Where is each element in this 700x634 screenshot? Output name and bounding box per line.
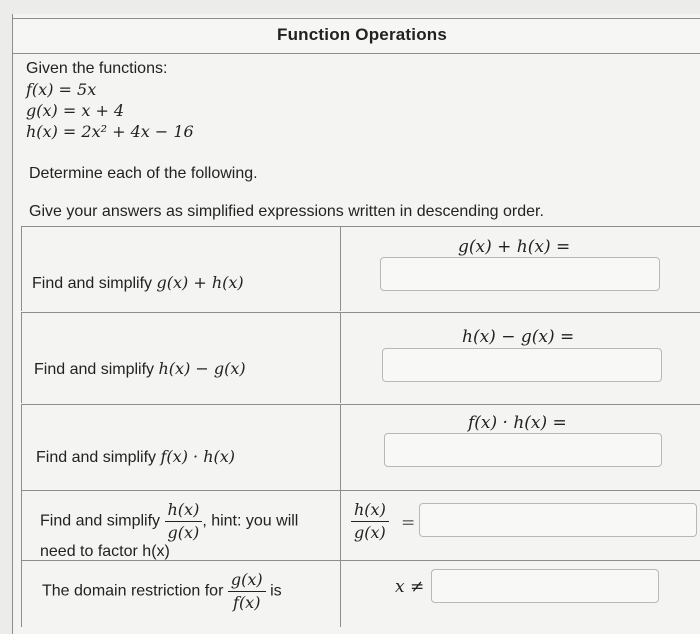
answer-input-product[interactable] — [384, 433, 662, 467]
prompt-product: Find and simplify f(x) · h(x) — [36, 447, 235, 466]
answer-input-difference[interactable] — [382, 348, 662, 382]
problem-row-difference — [21, 312, 700, 403]
title-row — [13, 18, 700, 54]
answer-input-quotient[interactable] — [419, 503, 697, 537]
answer-label-sum: g(x) + h(x) = — [458, 237, 571, 257]
function-h: h(x) = 2x² + 4x − 16 — [26, 122, 194, 141]
function-g: g(x) = x + 4 — [26, 101, 125, 120]
worksheet-page — [12, 14, 700, 634]
problem-cell-left — [21, 227, 341, 311]
answer-input-domain[interactable] — [431, 569, 659, 603]
problem-row-product — [21, 404, 700, 491]
prompt-domain: The domain restriction for $\frac{g(x)}{f(x)}$ is — [42, 570, 282, 612]
answer-label-domain: x ≠ — [395, 577, 425, 597]
page-title: Function Operations — [277, 25, 448, 44]
answer-label-product: f(x) · h(x) = — [468, 413, 567, 433]
prompt-sum: Find and simplify g(x) + h(x) — [32, 273, 244, 292]
problem-cell-left — [21, 405, 341, 491]
domain-fraction: $\frac{g(x)}{f(x)}$ — [228, 569, 266, 614]
prompt-difference: Find and simplify h(x) − g(x) — [34, 359, 246, 378]
problem-cell-left — [21, 561, 341, 627]
answer-label-difference: h(x) − g(x) = — [462, 327, 575, 347]
quotient-equals: = — [401, 513, 416, 533]
problem-row-sum — [21, 226, 700, 311]
instruction-determine: Determine each of the following. — [29, 165, 258, 182]
given-label: Given the functions: — [26, 60, 168, 77]
prompt-quotient-hint: need to factor h(x) — [40, 543, 170, 560]
prompt-quotient: Find and simplify $\frac{h(x)}{g(x)}$ , hint: you will — [40, 500, 299, 542]
answer-label-quotient: $\frac{h(x)}{g(x)}$ — [351, 499, 389, 544]
function-f: f(x) = 5x — [26, 80, 97, 99]
problem-row-quotient — [21, 490, 700, 561]
problem-row-domain — [21, 560, 700, 627]
given-functions — [26, 58, 194, 142]
quotient-fraction: $\frac{h(x)}{g(x)}$ — [165, 499, 203, 544]
problem-cell-left — [21, 491, 341, 561]
problem-cell-left — [21, 313, 341, 403]
instruction-format: Give your answers as simplified expressions written in descending order. — [29, 203, 544, 220]
answer-input-sum[interactable] — [380, 257, 660, 291]
